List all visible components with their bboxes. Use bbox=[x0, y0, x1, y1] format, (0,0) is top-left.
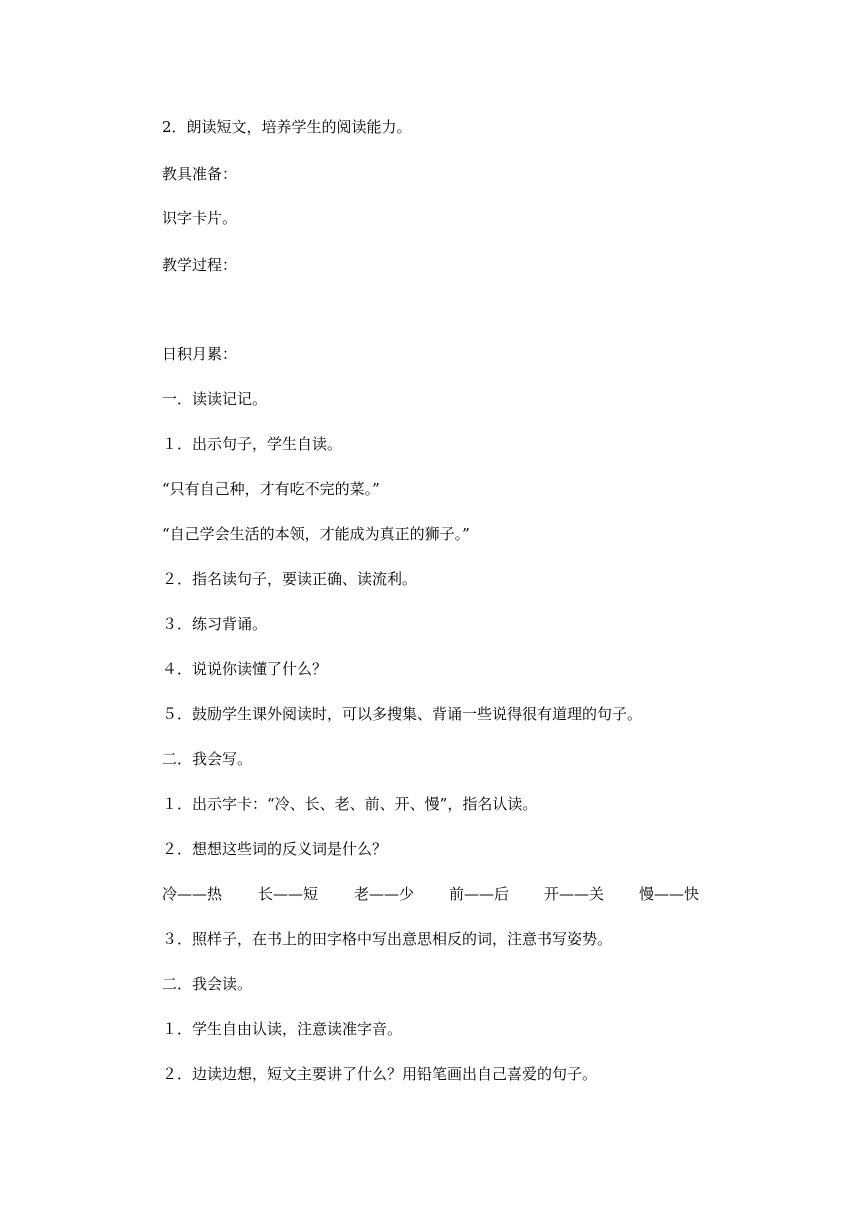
antonym-pair: 冷——热 bbox=[162, 885, 223, 903]
step-line: １．学生自由认读，注意读准字音。 bbox=[162, 1020, 403, 1038]
part-three-heading: 二．我会读。 bbox=[162, 975, 253, 993]
step-line: ３．照样子，在书上的田字格中写出意思相反的词，注意书写姿势。 bbox=[162, 930, 613, 948]
materials-text: 识字卡片。 bbox=[162, 209, 238, 227]
step-line: １．出示句子，学生自读。 bbox=[162, 435, 343, 453]
materials-heading: 教具准备： bbox=[162, 165, 238, 183]
step-line: ２．指名读句子，要读正确、读流利。 bbox=[162, 570, 418, 588]
step-line: ４．说说你读懂了什么？ bbox=[162, 660, 328, 678]
quote-line: “只有自己种，才有吃不完的菜。” bbox=[162, 480, 380, 498]
step-line: ５．鼓励学生课外阅读时，可以多搜集、背诵一些说得很有道理的句子。 bbox=[162, 705, 643, 723]
step-line: ３．练习背诵。 bbox=[162, 615, 268, 633]
antonym-pair: 慢——快 bbox=[639, 885, 700, 903]
step-line: ２．想想这些词的反义词是什么？ bbox=[162, 840, 388, 858]
antonym-pair: 老——少 bbox=[354, 885, 415, 903]
step-line: ２．边读边想，短文主要讲了什么？用铅笔画出自己喜爱的句子。 bbox=[162, 1065, 598, 1083]
antonym-pair: 前——后 bbox=[449, 885, 510, 903]
part-two-heading: 二．我会写。 bbox=[162, 750, 253, 768]
section-heading-daily: 日积月累： bbox=[162, 345, 238, 363]
antonym-row bbox=[162, 884, 707, 904]
step-line: １．出示字卡：“冷、长、老、前、开、慢”，指名认读。 bbox=[162, 795, 538, 813]
antonym-pair: 开——关 bbox=[544, 885, 605, 903]
process-heading: 教学过程： bbox=[162, 256, 238, 274]
antonym-pair: 长——短 bbox=[258, 885, 319, 903]
objective-line: 2．朗读短文，培养学生的阅读能力。 bbox=[162, 118, 412, 136]
quote-line: “自己学会生活的本领，才能成为真正的狮子。” bbox=[162, 525, 470, 543]
part-one-heading: 一．读读记记。 bbox=[162, 390, 268, 408]
